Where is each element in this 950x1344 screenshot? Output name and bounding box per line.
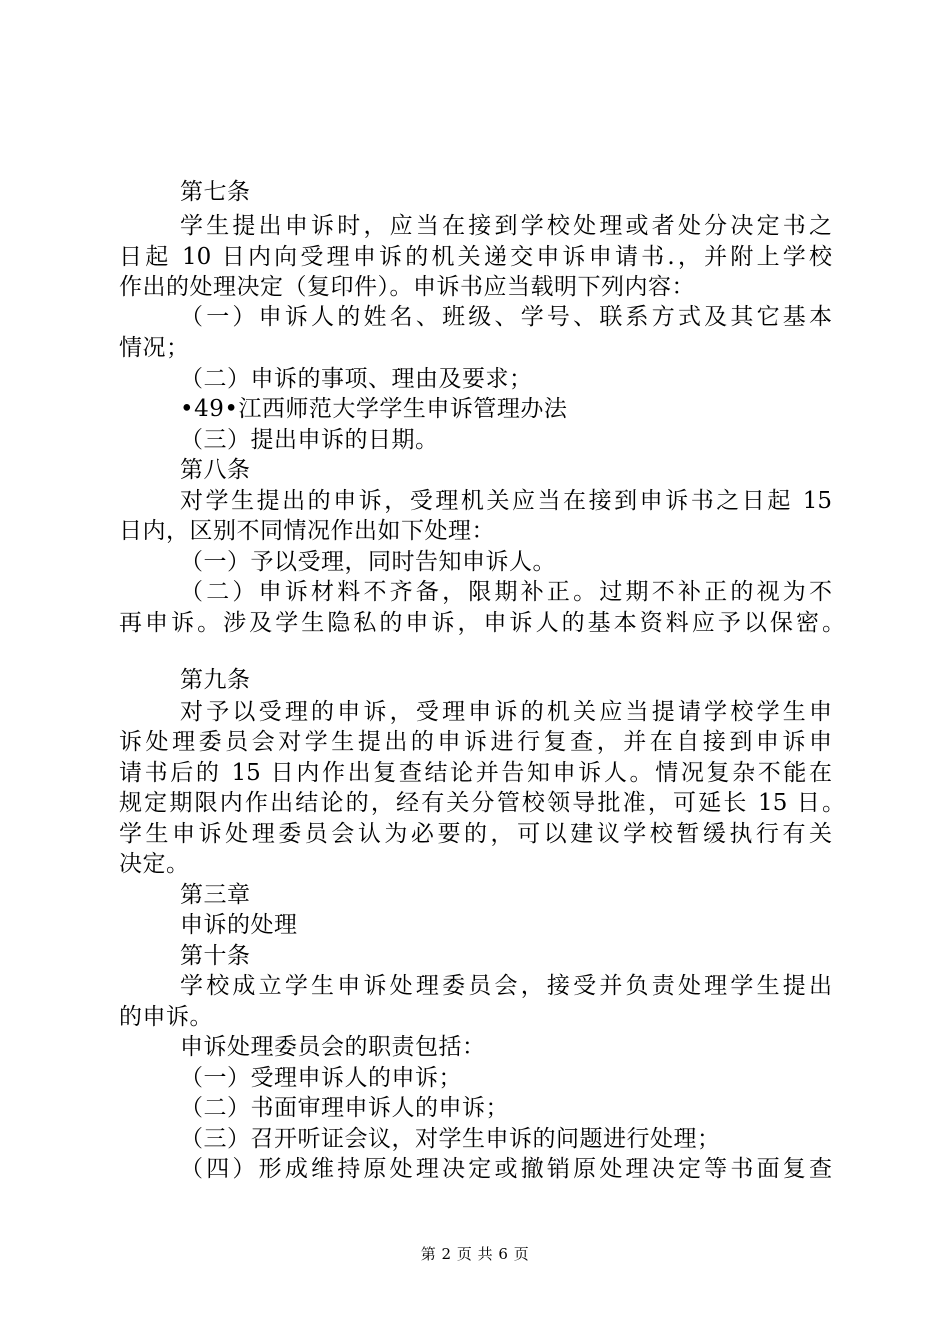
paragraph-line: 再申诉。涉及学生隐私的申诉，申诉人的基本资料应予以保密。 — [119, 610, 845, 636]
chapter-heading: 第三章 — [180, 882, 251, 908]
paragraph-line: 学生提出申诉时，应当在接到学校处理或者处分决定书之 — [180, 213, 832, 239]
list-item: （二）申诉材料不齐备，限期补正。过期不补正的视为不 — [180, 579, 832, 605]
paragraph-line: 日内，区别不同情况作出如下处理： — [119, 518, 495, 544]
article-heading: 第九条 — [180, 667, 251, 693]
list-item: （二）申诉的事项、理由及要求； — [180, 366, 533, 392]
chapter-title: 申诉的处理 — [180, 912, 298, 938]
list-item: （二）书面审理申诉人的申诉； — [180, 1095, 509, 1121]
article-heading: 第十条 — [180, 943, 251, 969]
article-heading: 第八条 — [180, 457, 251, 483]
running-header: •49•江西师范大学学生申诉管理办法 — [180, 396, 568, 422]
paragraph-line: 决定。 — [119, 851, 190, 877]
list-item: （三）召开听证会议，对学生申诉的问题进行处理； — [180, 1126, 721, 1152]
paragraph-line: 申诉处理委员会的职责包括： — [180, 1034, 486, 1060]
paragraph-line: 的申诉。 — [119, 1004, 213, 1030]
paragraph-line: 学校成立学生申诉处理委员会，接受并负责处理学生提出 — [180, 973, 832, 999]
list-item: （一）予以受理，同时告知申诉人。 — [180, 549, 556, 575]
paragraph-line: 作出的处理决定（复印件）。申诉书应当载明下列内容： — [119, 274, 695, 300]
paragraph-line: 情况； — [119, 335, 190, 361]
paragraph-line: 学生申诉处理委员会认为必要的，可以建议学校暂缓执行有关 — [119, 821, 832, 847]
list-item: （一）申诉人的姓名、班级、学号、联系方式及其它基本 — [180, 304, 832, 330]
page-number-footer: 第 2 页 共 6 页 — [420, 1245, 530, 1263]
paragraph-line: 对学生提出的申诉，受理机关应当在接到申诉书之日起 15 — [180, 488, 832, 514]
paragraph-line: 诉处理委员会对学生提出的申诉进行复查，并在自接到申诉申 — [119, 729, 832, 755]
list-item: （三）提出申诉的日期。 — [180, 427, 439, 453]
list-item: （一）受理申诉人的申诉； — [180, 1065, 462, 1091]
paragraph-line: 请书后的 15 日内作出复查结论并告知申诉人。情况复杂不能在 — [119, 760, 832, 786]
list-item: （四）形成维持原处理决定或撤销原处理决定等书面复查 — [180, 1156, 832, 1182]
paragraph-line: 日起 10 日内向受理申诉的机关递交申诉申请书.，并附上学校 — [119, 244, 832, 270]
article-heading: 第七条 — [180, 179, 251, 205]
paragraph-line: 对予以受理的申诉，受理申诉的机关应当提请学校学生申 — [180, 699, 832, 725]
paragraph-line: 规定期限内作出结论的，经有关分管校领导批准，可延长 15 日。 — [119, 790, 845, 816]
